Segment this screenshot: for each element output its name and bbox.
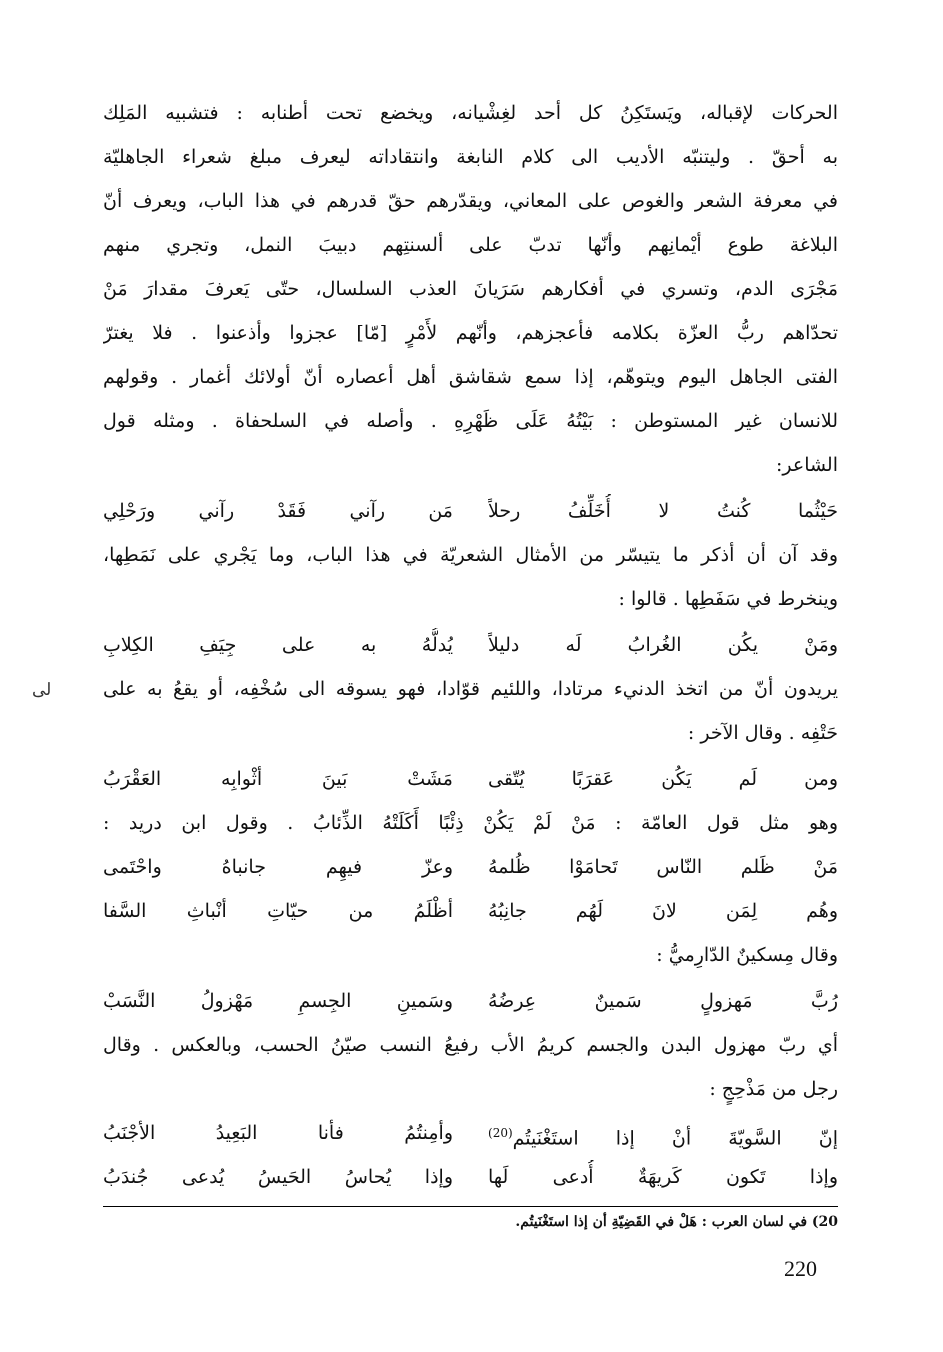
verse-second-hemistich: وعزّ فيهِم جانباهُ واحْتَمى: [103, 856, 453, 878]
hemistich-text: إنّ السَّويّةَ أنْ إذا استَغْنَيتُم: [512, 1127, 838, 1150]
verse-first-hemistich: ومَنْ يكُن الغُرابُ لَه دليلاً: [488, 634, 838, 656]
text-line: الفتى الجاهل اليوم ويتوهّم، إذا سمع شقاشق أهل أعصاره أنّ أولائك أغمار . وقولهم: [103, 366, 838, 388]
text-line: للانسان غير المستوطن : بَيْتُهُ عَلَى ظَهْرِهِ . وأصله في السلحفاة . ومثله قول: [103, 410, 838, 432]
poem-verse: [103, 1160, 838, 1194]
poem-verse: [103, 494, 838, 528]
verse-second-hemistich: أظْلَمُ من حيّاتِ أنْباثِ السَّفا: [103, 900, 453, 922]
verse-first-hemistich: حَيْثُما كُنتُ لا أُخَلِّفُ رحلاً: [488, 500, 838, 522]
text-line: تحدّاهم ربُّ العزّة بكلامه فأعجزهم، وأنّهم لأَمْرٍ [مّا] عجزوا وأذعنوا . فلا يغترّ: [103, 322, 838, 344]
text-line: يريدون أنّ من اتخذ الدنيء مرتادا، واللئيم قوّادا، فهو يسوقه الى سُخْفِه، أو يقعُ به على: [103, 678, 838, 700]
margin-note: لى: [32, 680, 52, 700]
text-line: حَتْفِه . وقال الآخر :: [687, 722, 838, 744]
text-line: في معرفة الشعر والغوص على المعاني، ويقدّرهم حقّ قدرهم في هذا الباب، ويعرف أنّ: [103, 190, 838, 212]
verse-first-hemistich: [488, 1116, 838, 1155]
text-line: وهو مثل قول العامّة : مَنْ لَمْ يَكُنْ ذِئْبًا أَكَلَتْهُ الذِّئابُ . وقول ابن دريد :: [103, 812, 838, 834]
text-line: به أحقّ . وليتنبّه الأديب الى كلام النابغة وانتقاداته ليعرف مبلغ شعراء الجاهليّة: [103, 146, 838, 168]
text-line: وقد آن أن أذكر ما يتيسّر من الأمثال الشعريّة في هذا الباب، وما يَجْري على نَمَطِها،: [103, 544, 838, 566]
text-line: وينخرط في سَفَطِها . قالوا :: [618, 588, 838, 610]
verse-second-hemistich: وأمِنتُمُ فأنا البَعِيدُ الأجْنَبُ: [103, 1122, 453, 1144]
verse-second-hemistich: يُدلُّهُ به على جِيَفِ الكِلابِ: [103, 634, 453, 656]
footnote: 20) في لسان العرب : هَلْ في القَضِيّةِ أن إذا استَغْنَيتُم.: [515, 1214, 838, 1230]
verse-first-hemistich: رُبَّ مَهزولٍ سَمينٌ عِرضُهُ: [488, 990, 838, 1012]
text-line: مَجْرَى الدم، وتسري في أفكارهم سَرَيانَ العذب السلسال، حتّى يَعرفَ مقدارَ مَنْ: [103, 278, 838, 300]
poem-verse: [103, 894, 838, 928]
page-number: 220: [784, 1256, 817, 1281]
verse-first-hemistich: وإذا تَكون كَريهَةٌ أُدعى لَها: [488, 1166, 838, 1188]
poem-verse: [103, 1116, 838, 1155]
verse-first-hemistich: وهُم لِمَن لانَ لَهُم جانِبُهُ: [488, 900, 838, 922]
poem-verse: [103, 628, 838, 662]
poem-verse: [103, 984, 838, 1018]
footnote-separator: [103, 1206, 838, 1207]
footnote-reference: (20): [488, 1126, 513, 1140]
text-line: وقال مِسكينٌ الدّارِميُّ :: [656, 944, 838, 966]
verse-first-hemistich: ومن لَم يَكُن عَقرَبًا يُتّقى: [488, 768, 838, 790]
verse-first-hemistich: مَنْ ظَلم النّاس تَحامَوْا ظُلمهُ: [488, 856, 838, 878]
poem-verse: [103, 762, 838, 796]
text-line: رجل من مَذْحِجٍ :: [709, 1078, 838, 1100]
verse-second-hemistich: وإذا يُحاسُ الحَيسُ يُدعى جُندَبُ: [103, 1166, 453, 1188]
text-line: الحركات لإقباله، ويَستَكِنُ كل أحد لغِشْيانه، ويخضع تحت أطنابه : فتشبيه المَلِك: [103, 102, 838, 124]
text-line: البلاغة طوع أيْمانِهم وأنّها تدبّ على ألسنتِهم دبيبَ النمل، وتجري منهم: [103, 234, 838, 256]
text-line: أي ربّ مهزول البدن والجسم كريمُ الأب رفيعُ النسب صيّنُ الحسب، وبالعكس . وقال: [103, 1034, 838, 1056]
verse-second-hemistich: وسَمينِ الجِسمِ مَهْزولُ النَّسَبْ: [103, 990, 453, 1012]
text-line: الشاعر:: [775, 454, 838, 476]
verse-second-hemistich: مَشَتْ بَينَ أثْوابِه العَقْرَبُ: [103, 768, 453, 790]
verse-second-hemistich: مَن رآني فَقَدْ رآني ورَحْلِي: [103, 500, 453, 522]
poem-verse: [103, 850, 838, 884]
